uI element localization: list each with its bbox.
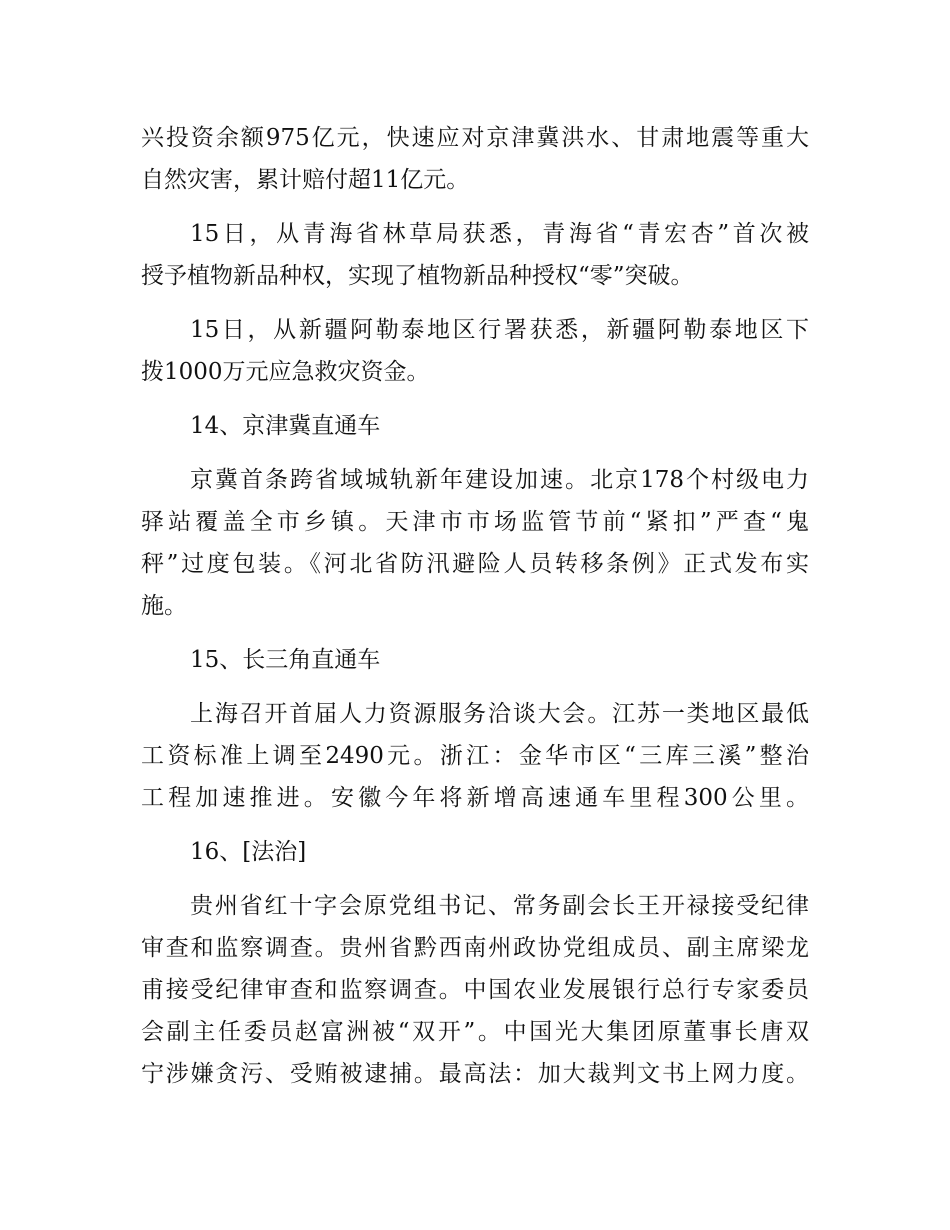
- text-line: 授予植物新品种权，实现了植物新品种授权“零”突破。: [141, 263, 694, 289]
- text-line: 15日，从新疆阿勒泰地区行署获悉，新疆阿勒泰地区下: [190, 317, 809, 343]
- text-line: 自然灾害，累计赔付超11亿元。: [141, 167, 470, 193]
- text-line: 审查和监察调查。贵州省黔西南州政协党组成员、副主席梁龙: [141, 935, 809, 961]
- text-line: 上海召开首届人力资源服务洽谈大会。江苏一类地区最低: [190, 701, 809, 727]
- paragraph: [141, 831, 809, 873]
- paragraph: [141, 885, 809, 1095]
- text-line: 15、长三角直通车: [190, 647, 381, 673]
- text-line: 秤”过度包装。《河北省防汛避险人员转移条例》正式发布实: [141, 551, 809, 577]
- text-line: 会副主任委员赵富洲被“双开”。中国光大集团原董事长唐双: [141, 1019, 809, 1045]
- text-line: 16、[法治]: [190, 839, 307, 865]
- paragraph: [141, 693, 809, 819]
- text-line: 15日，从青海省林草局获悉，青海省“青宏杏”首次被: [190, 221, 809, 247]
- paragraph: [141, 213, 809, 297]
- text-line: 工资标准上调至2490元。浙江：金华市区“三库三溪”整治: [141, 743, 809, 769]
- text-line: 施。: [141, 593, 187, 619]
- document-body: [141, 117, 809, 1107]
- paragraph: [141, 459, 809, 627]
- paragraph: [141, 405, 809, 447]
- text-line: 14、京津冀直通车: [190, 413, 381, 439]
- text-line: 驿站覆盖全市乡镇。天津市市场监管节前“紧扣”严查“鬼: [141, 509, 809, 535]
- paragraph: [141, 639, 809, 681]
- text-line: 贵州省红十字会原党组书记、常务副会长王开禄接受纪律: [190, 893, 809, 919]
- paragraph: [141, 309, 809, 393]
- text-line: 工程加速推进。安徽今年将新增高速通车里程300公里。: [141, 785, 809, 811]
- paragraph: [141, 117, 809, 201]
- text-line: 兴投资余额975亿元，快速应对京津冀洪水、甘肃地震等重大: [141, 125, 809, 151]
- text-line: 京冀首条跨省域城轨新年建设加速。北京178个村级电力: [190, 467, 809, 493]
- text-line: 甫接受纪律审查和监察调查。中国农业发展银行总行专家委员: [141, 977, 809, 1003]
- text-line: 拨1000万元应急救灾资金。: [141, 359, 430, 385]
- text-line: 宁涉嫌贪污、受贿被逮捕。最高法：加大裁判文书上网力度。: [141, 1061, 809, 1087]
